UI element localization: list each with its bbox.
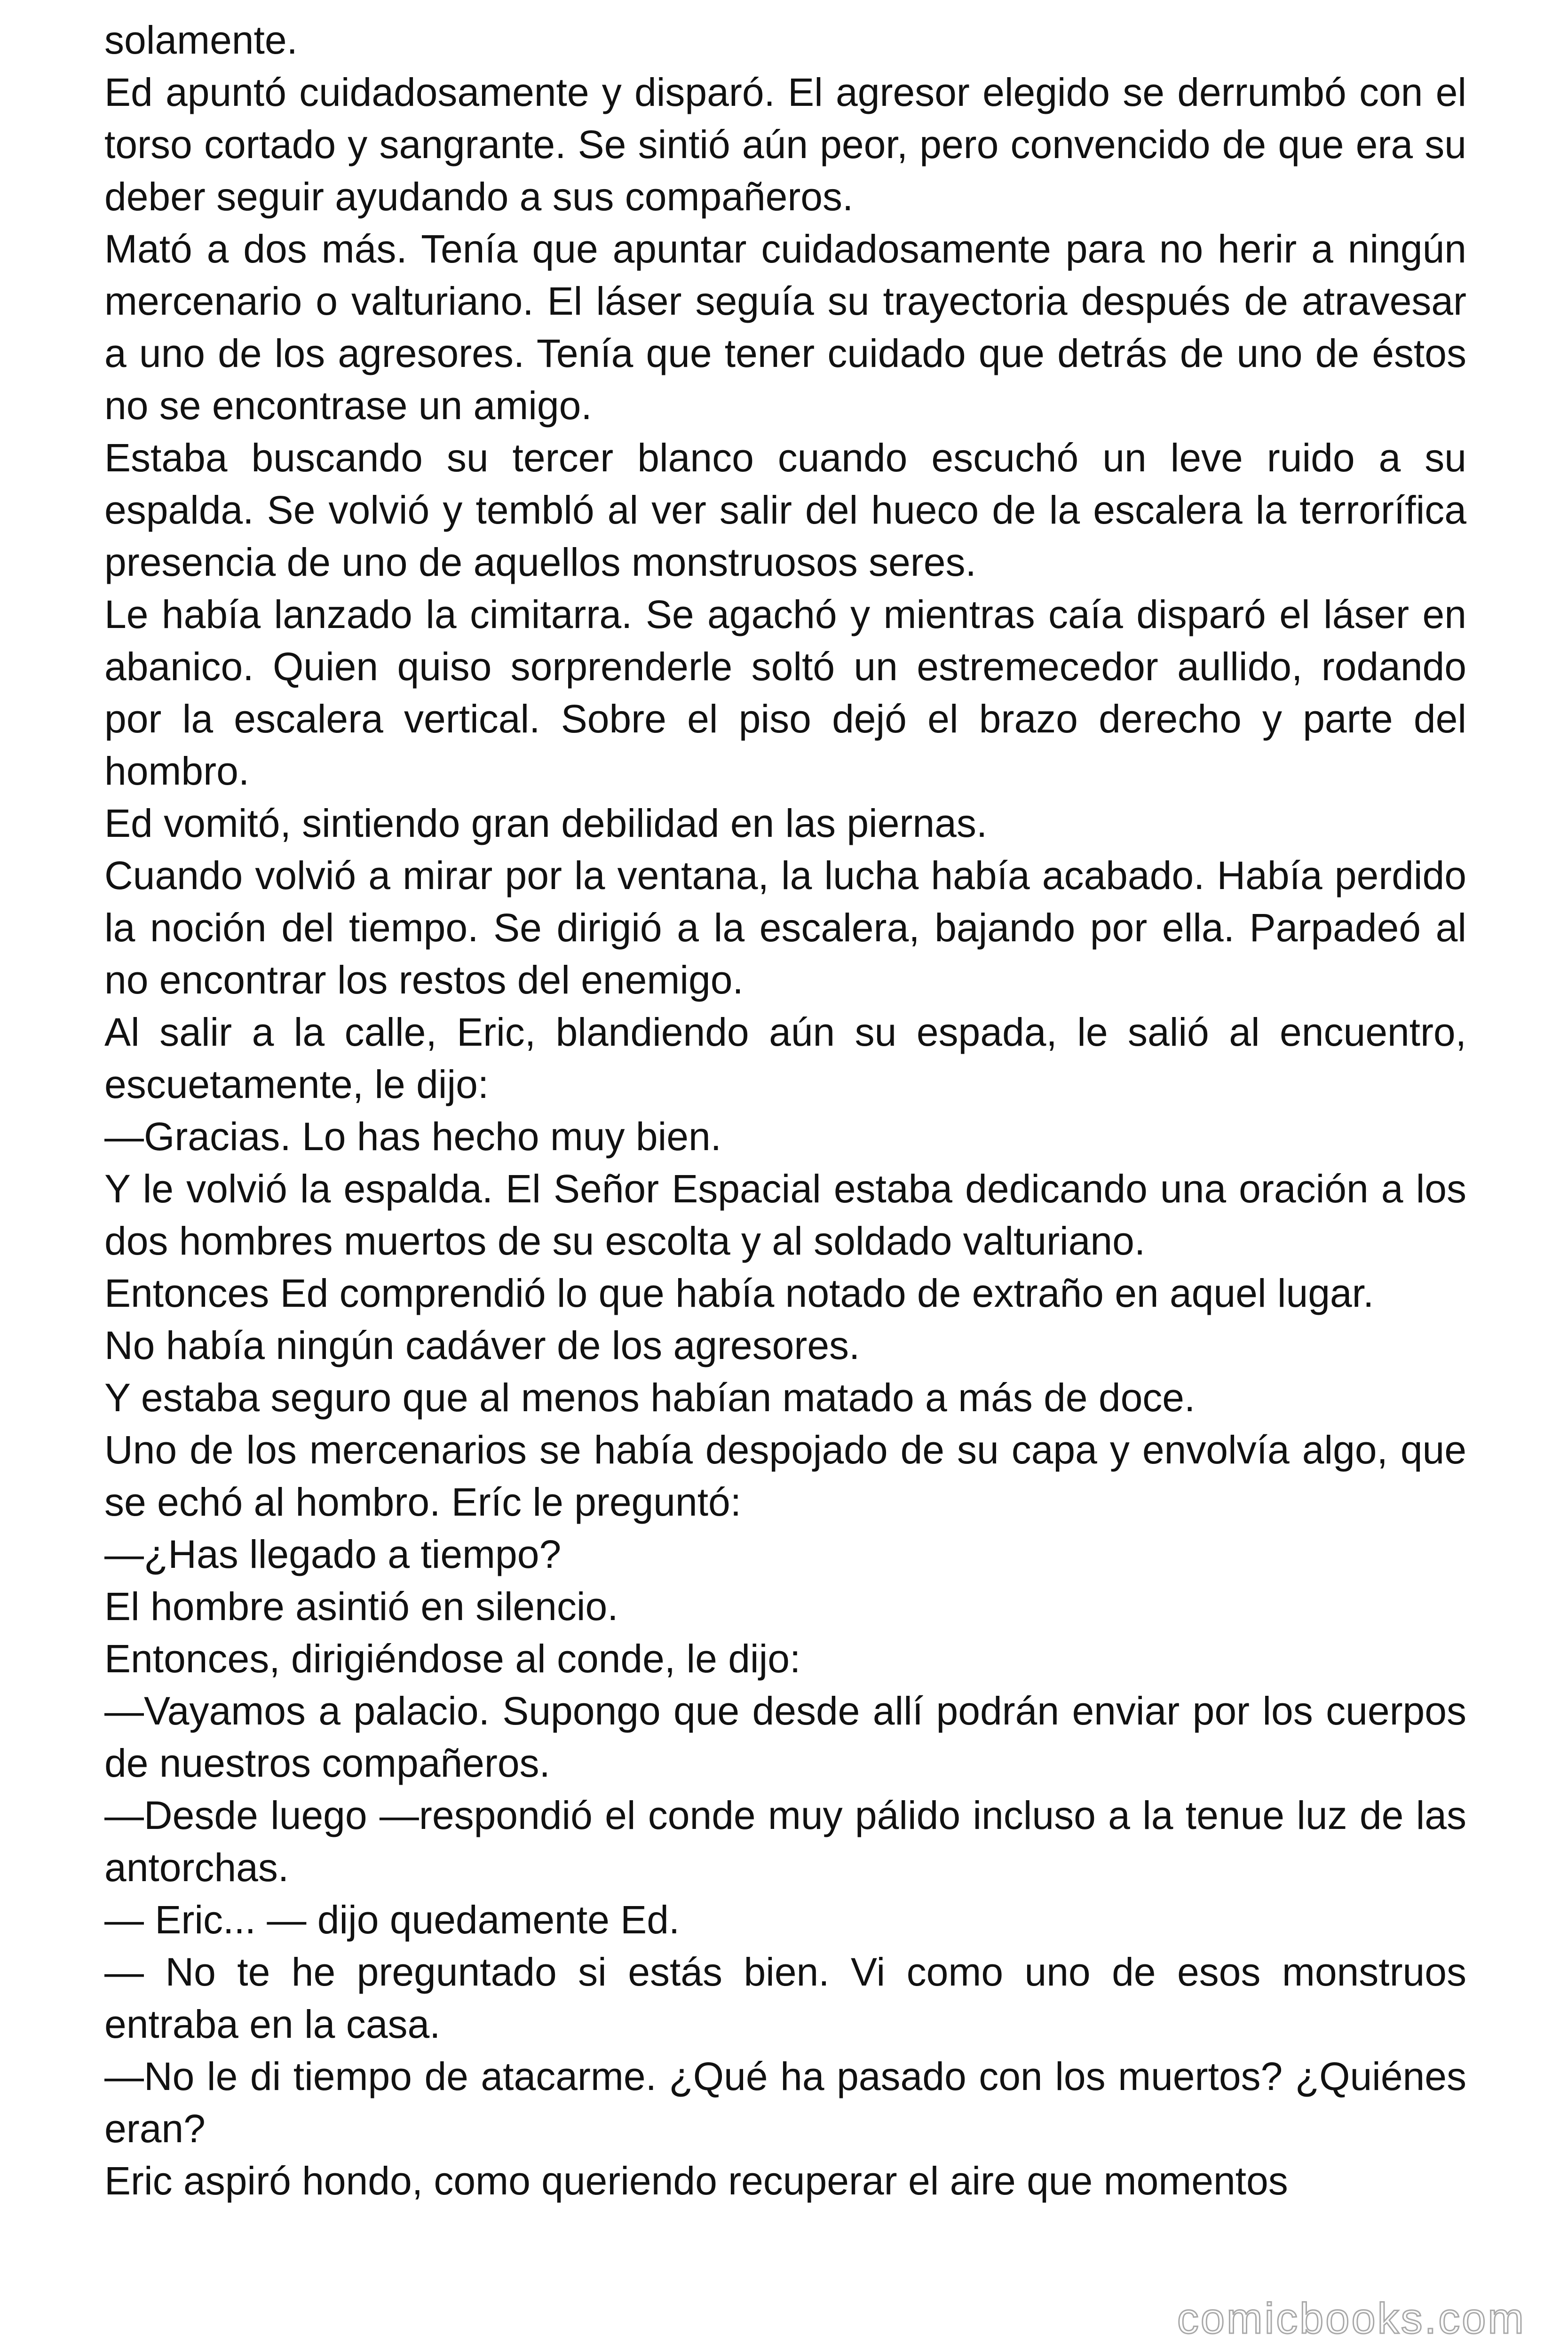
paragraph-5: Le había lanzado la cimitarra. Se agachó y mientras caía disparó el láser en abanico. Quien quiso sorprenderle soltó un estremecedor aullido, rodando por la escalera vertical. Sobre el piso dejó el brazo derecho y parte del hombro. xyxy=(104,592,1466,793)
paragraph-6: Ed vomitó, sintiendo gran debilidad en las piernas. xyxy=(104,801,988,845)
paragraph-11: Entonces Ed comprendió lo que había notado de extraño en aquel lugar. xyxy=(104,1271,1374,1315)
paragraph-10: Y le volvió la espalda. El Señor Espacial estaba dedicando una oración a los dos hombres muertos de su escolta y al soldado valturiano. xyxy=(104,1167,1466,1263)
paragraph-17: Entonces, dirigiéndose al conde, le dijo: xyxy=(104,1637,801,1681)
paragraph-16: El hombre asintió en silencio. xyxy=(104,1584,618,1629)
page-body xyxy=(104,14,1466,2207)
paragraph-14: Uno de los mercenarios se había despojado de su capa y envolvía algo, que se echó al hombro. Eríc le preguntó: xyxy=(104,1428,1466,1524)
paragraph-19: —Desde luego —respondió el conde muy pálido incluso a la tenue luz de las antorchas. xyxy=(104,1793,1466,1890)
paragraph-2: Ed apuntó cuidadosamente y disparó. El agresor elegido se derrumbó con el torso cortado y sangrante. Se sintió aún peor, pero convencido de que era su deber seguir ayudando a sus compañeros. xyxy=(104,70,1466,219)
paragraph-9: —Gracias. Lo has hecho muy bien. xyxy=(104,1114,722,1159)
paragraph-8: Al salir a la calle, Eric, blandiendo aún su espada, le salió al encuentro, escuetamente, le dijo: xyxy=(104,1010,1466,1106)
paragraph-1: solamente. xyxy=(104,18,298,62)
paragraph-3: Mató a dos más. Tenía que apuntar cuidadosamente para no herir a ningún mercenario o valturiano. El láser seguía su trayectoria después de atravesar a uno de los agresores. Tenía que tener cuidado que detrás de uno de éstos no se encontrase un amigo. xyxy=(104,227,1466,428)
paragraph-21: — No te he preguntado si estás bien. Vi como uno de esos monstruos entraba en la casa. xyxy=(104,1950,1466,2046)
paragraph-13: Y estaba seguro que al menos habían matado a más de doce. xyxy=(104,1375,1196,1420)
watermark: comicbooks.com xyxy=(1177,2295,1526,2343)
paragraph-7: Cuando volvió a mirar por la ventana, la lucha había acabado. Había perdido la noción del tiempo. Se dirigió a la escalera, bajando por ella. Parpadeó al no encontrar los restos del enemigo. xyxy=(104,853,1466,1002)
paragraph-23: Eric aspiró hondo, como queriendo recuperar el aire que momentos xyxy=(104,2159,1288,2203)
paragraph-20: — Eric... — dijo quedamente Ed. xyxy=(104,1898,680,1942)
paragraph-18: —Vayamos a palacio. Supongo que desde allí podrán enviar por los cuerpos de nuestros compañeros. xyxy=(104,1689,1466,1785)
paragraph-22: —No le di tiempo de atacarme. ¿Qué ha pasado con los muertos? ¿Quiénes eran? xyxy=(104,2054,1466,2151)
paragraph-4: Estaba buscando su tercer blanco cuando escuchó un leve ruido a su espalda. Se volvió y tembló al ver salir del hueco de la escalera la terrorífica presencia de uno de aquellos monstruosos seres. xyxy=(104,436,1466,584)
paragraph-12: No había ningún cadáver de los agresores. xyxy=(104,1323,860,1367)
paragraph-15: —¿Has llegado a tiempo? xyxy=(104,1532,562,1576)
